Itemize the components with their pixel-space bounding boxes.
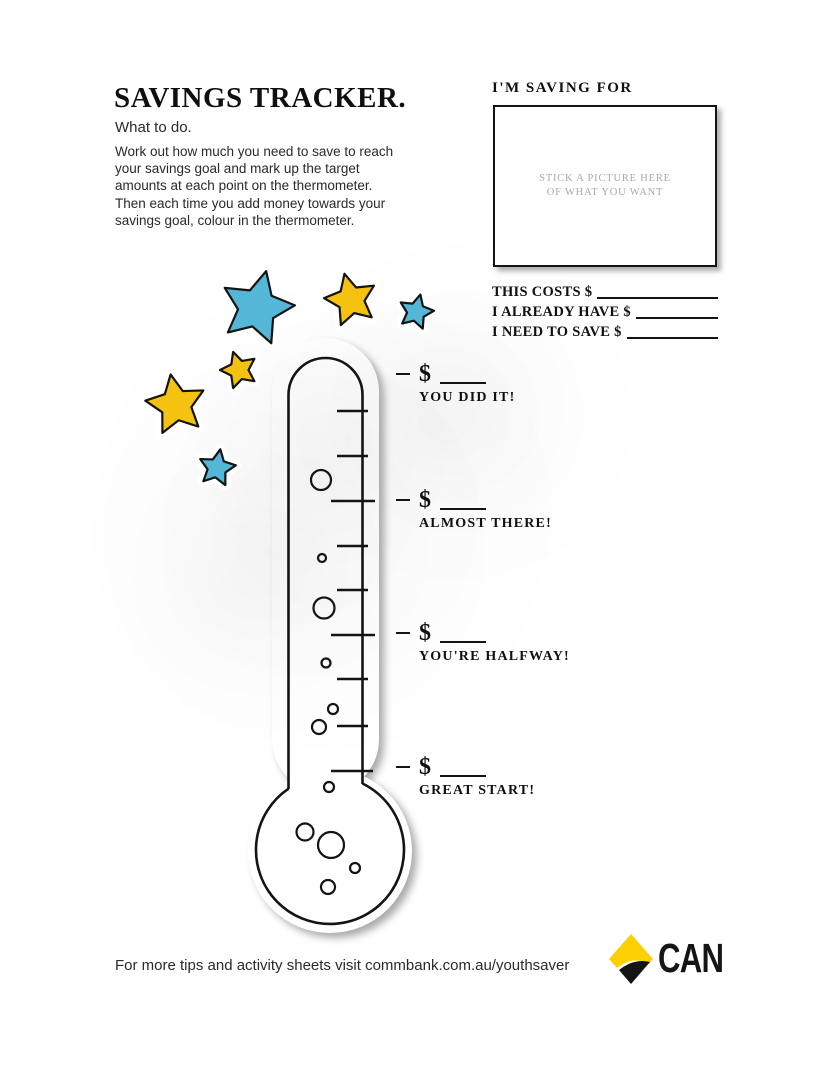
milestone-caption: GREAT START! — [419, 783, 536, 798]
milestone-halfway — [396, 619, 616, 665]
this-costs-row — [492, 281, 718, 301]
star-icon — [216, 346, 261, 390]
amount-blank-line — [440, 508, 486, 511]
milestone-amount-row — [396, 486, 616, 514]
this-costs-blank-line — [597, 297, 718, 299]
cost-fields — [492, 281, 718, 341]
amount-blank-line — [440, 382, 486, 385]
already-have-label: I ALREADY HAVE $ — [492, 304, 631, 320]
star-icon — [320, 268, 382, 328]
already-have-blank-line — [636, 317, 718, 319]
star-icon — [197, 446, 239, 486]
need-to-save-row — [492, 321, 718, 341]
commbank-diamond-icon — [604, 929, 658, 991]
thermometer-ticks — [331, 411, 375, 771]
amount-blank-line — [440, 641, 486, 644]
thermometer-bulb-outline — [256, 784, 404, 924]
milestone-tick-dash — [396, 499, 410, 502]
picture-placeholder-line1: STICK A PICTURE HERE — [539, 173, 671, 184]
milestone-tick-dash — [396, 632, 410, 635]
page-title: SAVINGS TRACKER. — [114, 82, 407, 114]
milestone-tick-dash — [396, 373, 410, 376]
need-to-save-blank-line — [627, 337, 718, 339]
milestone-amount-row — [396, 753, 616, 781]
currency-symbol: $ — [419, 620, 431, 646]
thermometer-bubbles — [297, 470, 361, 894]
currency-symbol: $ — [419, 487, 431, 513]
milestone-great-start — [396, 753, 616, 799]
picture-box — [493, 105, 717, 267]
thermometer-tube-outline — [289, 358, 363, 789]
star-icon — [396, 290, 437, 330]
star-icon — [214, 262, 301, 346]
milestone-almost-there — [396, 486, 616, 532]
milestone-caption: YOU DID IT! — [419, 390, 516, 405]
picture-placeholder-line2: OF WHAT YOU WANT — [546, 187, 664, 198]
need-to-save-label: I NEED TO SAVE $ — [492, 324, 622, 340]
footer-url-text: For more tips and activity sheets visit commbank.com.au/youthsaver — [115, 957, 570, 974]
milestone-tick-dash — [396, 766, 410, 769]
picture-placeholder-text — [539, 172, 671, 200]
logo-wordmark: CAN — [658, 935, 724, 981]
commbank-logo — [604, 929, 734, 991]
what-to-do-heading: What to do. — [115, 119, 192, 136]
milestone-you-did-it — [396, 360, 616, 406]
milestone-amount-row — [396, 619, 616, 647]
star-icon — [142, 369, 210, 434]
saving-for-heading: I'M SAVING FOR — [492, 80, 633, 96]
milestone-amount-row — [396, 360, 616, 388]
currency-symbol: $ — [419, 754, 431, 780]
this-costs-label: THIS COSTS $ — [492, 284, 593, 300]
already-have-row — [492, 301, 718, 321]
instructions-text: Work out how much you need to save to reach your savings goal and mark up the target amounts at each point on the thermometer. Then each time you add money towards your savings goal, colour in the thermometer. — [115, 144, 394, 228]
thermometer-body — [248, 338, 412, 933]
milestone-caption: ALMOST THERE! — [419, 516, 552, 531]
amount-blank-line — [440, 775, 486, 778]
milestone-caption: YOU'RE HALFWAY! — [419, 649, 570, 664]
currency-symbol: $ — [419, 361, 431, 387]
